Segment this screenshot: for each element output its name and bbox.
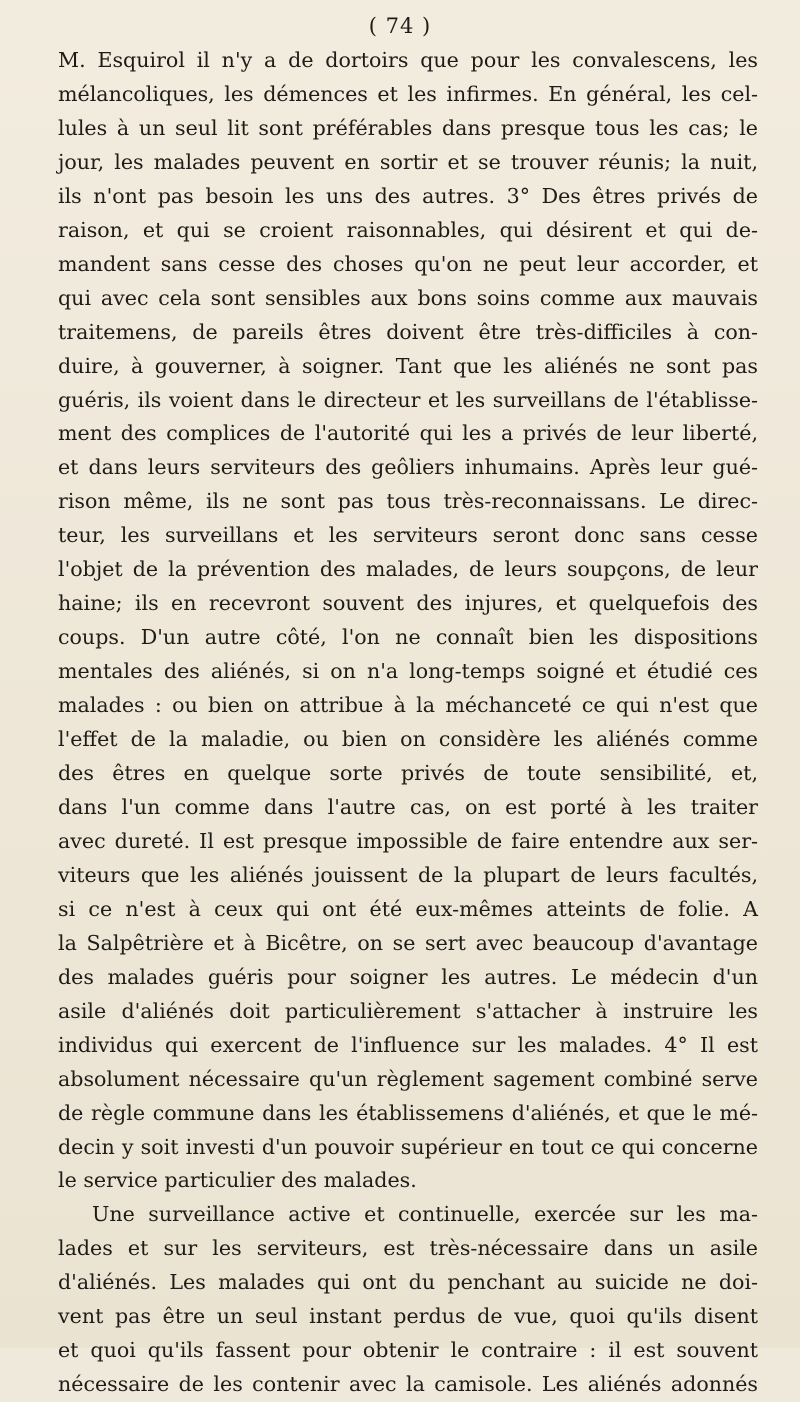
text-line: lades et sur les serviteurs, est très-nécessaire dans un asile xyxy=(58,1236,758,1261)
text-line: raison, et qui se croient raisonnables, qui désirent et qui de- xyxy=(58,217,758,242)
text-line: lules à un seul lit sont préférables dans presque tous les cas; le xyxy=(58,115,758,140)
text-line: avec dureté. Il est presque impossible de faire entendre aux ser- xyxy=(58,828,758,853)
text-line: individus qui exercent de l'influence sur les malades. 4° Il est xyxy=(58,1032,758,1057)
text-line: decin y soit investi d'un pouvoir supérieur en tout ce qui concerne xyxy=(58,1134,758,1159)
text-line: le service particulier des malades. xyxy=(58,1168,417,1193)
text-line: dans l'un comme dans l'autre cas, on est porté à les traiter xyxy=(58,794,758,819)
text-line: jour, les malades peuvent en sortir et se trouver réunis; la nuit, xyxy=(58,149,758,174)
text-line: teur, les surveillans et les serviteurs seront donc sans cesse xyxy=(58,523,758,548)
text-line: de règle commune dans les établissemens d'aliénés, et que le mé- xyxy=(58,1100,758,1125)
text-line: nécessaire de les contenir avec la camisole. Les aliénés adonnés xyxy=(58,1372,758,1397)
text-line: la Salpêtrière et à Bicêtre, on se sert avec beaucoup d'avantage xyxy=(58,930,758,955)
text-line: et quoi qu'ils fassent pour obtenir le contraire : il est souvent xyxy=(58,1338,758,1363)
text-line: absolument nécessaire qu'un règlement sagement combiné serve xyxy=(58,1066,758,1091)
text-line: des êtres en quelque sorte privés de toute sensibilité, et, xyxy=(58,761,758,786)
page-number: ( 74 ) xyxy=(368,14,432,38)
text-line: malades : ou bien on attribue à la méchanceté ce qui n'est que xyxy=(58,693,758,718)
text-line: guéris, ils voient dans le directeur et les surveillans de l'établisse- xyxy=(58,387,758,412)
text-line: asile d'aliénés doit particulièrement s'attacher à instruire les xyxy=(58,998,758,1023)
text-line: vent pas être un seul instant perdus de vue, quoi qu'ils disent xyxy=(58,1304,758,1329)
text-line: et dans leurs serviteurs des geôliers inhumains. Après leur gué- xyxy=(58,455,758,480)
text-line: des malades guéris pour soigner les autres. Le médecin d'un xyxy=(58,964,758,989)
page-body-text xyxy=(58,44,758,1402)
text-line: qui avec cela sont sensibles aux bons soins comme aux mauvais xyxy=(58,285,758,310)
text-line: haine; ils en recevront souvent des injures, et quelquefois des xyxy=(58,591,758,616)
text-line: mandent sans cesse des choses qu'on ne peut leur accorder, et xyxy=(58,251,758,276)
text-line: l'effet de la maladie, ou bien on considère les aliénés comme xyxy=(58,727,758,752)
text-line: M. Esquirol il n'y a de dortoirs que pour les convalescens, les xyxy=(58,48,758,72)
text-line: duire, à gouverner, à soigner. Tant que les aliénés ne sont pas xyxy=(58,353,758,378)
text-line: mentales des aliénés, si on n'a long-temps soigné et étudié ces xyxy=(58,659,758,684)
text-line: si ce n'est à ceux qui ont été eux-mêmes atteints de folie. A xyxy=(58,896,758,921)
text-line: Une surveillance active et continuelle, exercée sur les ma- xyxy=(92,1202,758,1227)
text-line: viteurs que les aliénés jouissent de la plupart de leurs facultés, xyxy=(58,862,758,887)
text-line: l'objet de la prévention des malades, de leurs soupçons, de leur xyxy=(58,557,758,582)
text-line: rison même, ils ne sont pas tous très-reconnaissans. Le direc- xyxy=(58,489,758,514)
text-line: coups. D'un autre côté, l'on ne connaît bien les dispositions xyxy=(58,625,758,650)
text-line: ment des complices de l'autorité qui les a privés de leur liberté, xyxy=(58,421,758,446)
text-line: ils n'ont pas besoin les uns des autres. 3° Des êtres privés de xyxy=(58,183,758,208)
text-line: mélancoliques, les démences et les infirmes. En général, les cel- xyxy=(58,81,758,106)
text-line: traitemens, de pareils êtres doivent être très-difficiles à con- xyxy=(58,319,758,344)
text-line: d'aliénés. Les malades qui ont du penchant au suicide ne doi- xyxy=(58,1270,758,1295)
